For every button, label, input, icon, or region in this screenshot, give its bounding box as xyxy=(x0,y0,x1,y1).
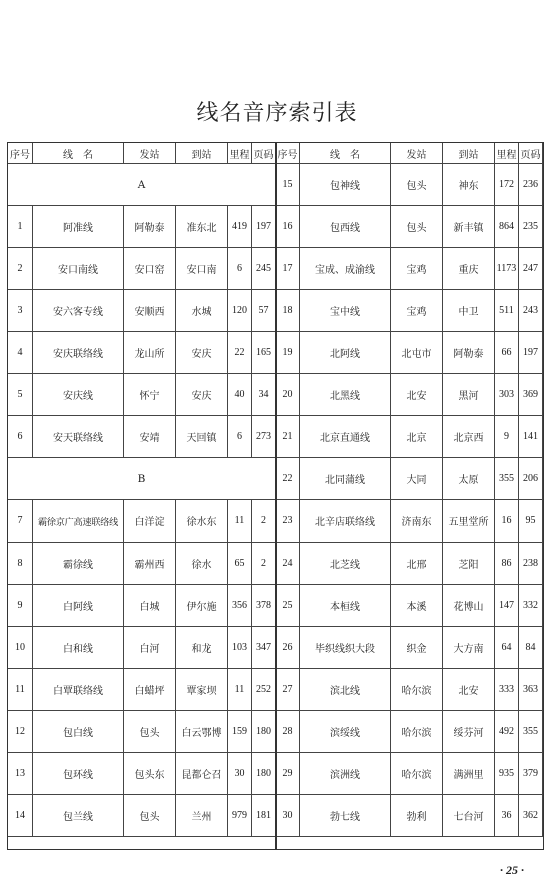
table-cell-page: 378 xyxy=(252,585,276,627)
header-col-from: 发站 xyxy=(391,143,443,164)
table-cell-to: 芝阳 xyxy=(443,543,495,585)
table-cell-name: 安庆线 xyxy=(33,374,124,416)
table-cell-no: 21 xyxy=(276,416,300,458)
table-cell-from: 本溪 xyxy=(391,585,443,627)
table-cell-page: 141 xyxy=(519,416,543,458)
table-cell-name: 北黑线 xyxy=(300,374,391,416)
table-cell-page: 238 xyxy=(519,543,543,585)
header-col-km: 里程 xyxy=(495,143,519,164)
table-cell-km: 864 xyxy=(495,206,519,248)
table-cell-km: 147 xyxy=(495,585,519,627)
table-cell-km: 159 xyxy=(228,711,252,753)
table-cell-page: 369 xyxy=(519,374,543,416)
table-cell-name: 包神线 xyxy=(300,164,391,206)
table-cell-to: 白云鄂博 xyxy=(176,711,228,753)
table-cell-no: 27 xyxy=(276,669,300,711)
table-cell-name: 安口南线 xyxy=(33,248,124,290)
table-cell-km: 1173 xyxy=(495,248,519,290)
table-cell-from: 北京 xyxy=(391,416,443,458)
table-cell-km: 103 xyxy=(228,627,252,669)
header-col-km: 里程 xyxy=(228,143,252,164)
table-cell-page: 84 xyxy=(519,627,543,669)
header-col-to: 到站 xyxy=(176,143,228,164)
table-cell-km: 16 xyxy=(495,500,519,542)
table-cell-no: 9 xyxy=(8,585,33,627)
table-cell-page: 2 xyxy=(252,543,276,585)
table-cell-page: 197 xyxy=(252,206,276,248)
table-cell-km: 935 xyxy=(495,753,519,795)
table-cell-from: 织金 xyxy=(391,627,443,669)
table-cell-name: 宝中线 xyxy=(300,290,391,332)
header-col-page: 页码 xyxy=(252,143,276,164)
table-cell-from: 白城 xyxy=(124,585,176,627)
table-cell-km: 511 xyxy=(495,290,519,332)
table-cell-name: 安天联络线 xyxy=(33,416,124,458)
table-cell-page: 197 xyxy=(519,332,543,374)
table-cell-name: 宝成、成渝线 xyxy=(300,248,391,290)
table-cell-name: 北同蒲线 xyxy=(300,458,391,500)
table-cell-page: 245 xyxy=(252,248,276,290)
table-cell-from: 包头 xyxy=(391,206,443,248)
table-cell-from: 阿勒泰 xyxy=(124,206,176,248)
table-cell-km: 40 xyxy=(228,374,252,416)
table-cell-no: 14 xyxy=(8,795,33,837)
table-cell-page: 273 xyxy=(252,416,276,458)
table-cell-km: 36 xyxy=(495,795,519,837)
table-cell-to: 五里堂所 xyxy=(443,500,495,542)
table-cell-page: 34 xyxy=(252,374,276,416)
table-cell-from: 包头 xyxy=(124,795,176,837)
table-cell-to: 和龙 xyxy=(176,627,228,669)
table-cell-km: 979 xyxy=(228,795,252,837)
table-cell-name: 北辛店联络线 xyxy=(300,500,391,542)
table-cell-to: 北京西 xyxy=(443,416,495,458)
table-cell-from: 安顺西 xyxy=(124,290,176,332)
header-col-no: 序号 xyxy=(276,143,300,164)
table-cell-page: 165 xyxy=(252,332,276,374)
header-col-name: 线 名 xyxy=(33,143,124,164)
table-cell-to: 准东北 xyxy=(176,206,228,248)
header-col-name: 线 名 xyxy=(300,143,391,164)
table-cell-from: 白河 xyxy=(124,627,176,669)
table-cell-page: 235 xyxy=(519,206,543,248)
table-cell-to: 大方南 xyxy=(443,627,495,669)
table-cell-from: 哈尔滨 xyxy=(391,753,443,795)
table-cell-no: 23 xyxy=(276,500,300,542)
table-cell-km: 303 xyxy=(495,374,519,416)
table-cell-no: 5 xyxy=(8,374,33,416)
table-cell-name: 毕织线织大段 xyxy=(300,627,391,669)
table-cell-to: 徐水东 xyxy=(176,500,228,542)
table-cell-name: 北阿线 xyxy=(300,332,391,374)
table-cell-name: 北芝线 xyxy=(300,543,391,585)
table-cell-name: 霸徐线 xyxy=(33,543,124,585)
table-cell-km: 30 xyxy=(228,753,252,795)
table-cell-page: 252 xyxy=(252,669,276,711)
table-cell-no: 2 xyxy=(8,248,33,290)
table-cell-to: 天回镇 xyxy=(176,416,228,458)
table-cell-no: 10 xyxy=(8,627,33,669)
table-cell-name: 勃七线 xyxy=(300,795,391,837)
center-divider xyxy=(275,143,277,849)
table-cell-km: 333 xyxy=(495,669,519,711)
table-cell-name: 包白线 xyxy=(33,711,124,753)
table-cell-km: 6 xyxy=(228,416,252,458)
table-cell-to: 安庆 xyxy=(176,374,228,416)
table-cell-no: 19 xyxy=(276,332,300,374)
table-cell-name: 滨洲线 xyxy=(300,753,391,795)
table-cell-no: 17 xyxy=(276,248,300,290)
line-index-table xyxy=(7,142,544,850)
table-cell-page: 332 xyxy=(519,585,543,627)
table-cell-km: 11 xyxy=(228,669,252,711)
table-cell-to: 徐水 xyxy=(176,543,228,585)
table-cell-from: 哈尔滨 xyxy=(391,711,443,753)
table-cell-page: 2 xyxy=(252,500,276,542)
table-cell-km: 6 xyxy=(228,248,252,290)
table-cell-name: 白覃联络线 xyxy=(33,669,124,711)
table-cell-no: 11 xyxy=(8,669,33,711)
header-col-page: 页码 xyxy=(519,143,543,164)
table-cell-page: 347 xyxy=(252,627,276,669)
table-cell-from: 霸州西 xyxy=(124,543,176,585)
table-cell-to: 阿勒泰 xyxy=(443,332,495,374)
table-cell-name: 安六客专线 xyxy=(33,290,124,332)
table-cell-to: 满洲里 xyxy=(443,753,495,795)
table-cell-no: 12 xyxy=(8,711,33,753)
section-header-b: B xyxy=(8,458,276,500)
table-cell-page: 243 xyxy=(519,290,543,332)
table-cell-to: 水城 xyxy=(176,290,228,332)
page-title: 线名音序索引表 xyxy=(196,101,358,126)
table-cell-page: 57 xyxy=(252,290,276,332)
table-cell-no: 8 xyxy=(8,543,33,585)
table-cell-no: 20 xyxy=(276,374,300,416)
table-cell-page: 206 xyxy=(519,458,543,500)
table-cell-name: 滨北线 xyxy=(300,669,391,711)
table-cell-name: 包环线 xyxy=(33,753,124,795)
table-cell-from: 哈尔滨 xyxy=(391,669,443,711)
table-cell-km: 9 xyxy=(495,416,519,458)
table-cell-from: 龙山所 xyxy=(124,332,176,374)
table-cell-from: 宝鸡 xyxy=(391,248,443,290)
table-cell-to: 中卫 xyxy=(443,290,495,332)
table-cell-name: 包西线 xyxy=(300,206,391,248)
table-cell-name: 霸徐京广高速联络线 xyxy=(33,500,124,542)
table-cell-no: 15 xyxy=(276,164,300,206)
table-cell-name: 白和线 xyxy=(33,627,124,669)
table-cell-page: 362 xyxy=(519,795,543,837)
table-cell-page: 236 xyxy=(519,164,543,206)
table-cell-km: 492 xyxy=(495,711,519,753)
table-cell-no: 29 xyxy=(276,753,300,795)
table-cell-from: 白蜡坪 xyxy=(124,669,176,711)
table-cell-to: 黑河 xyxy=(443,374,495,416)
table-cell-to: 重庆 xyxy=(443,248,495,290)
table-cell-to: 兰州 xyxy=(176,795,228,837)
table-cell-no: 3 xyxy=(8,290,33,332)
table-cell-to: 覃家坝 xyxy=(176,669,228,711)
table-cell-km: 172 xyxy=(495,164,519,206)
table-cell-no: 30 xyxy=(276,795,300,837)
table-cell-km: 11 xyxy=(228,500,252,542)
table-cell-to: 七台河 xyxy=(443,795,495,837)
header-col-from: 发站 xyxy=(124,143,176,164)
table-cell-km: 22 xyxy=(228,332,252,374)
table-cell-page: 95 xyxy=(519,500,543,542)
table-cell-no: 24 xyxy=(276,543,300,585)
header-col-to: 到站 xyxy=(443,143,495,164)
table-cell-to: 花博山 xyxy=(443,585,495,627)
table-cell-name: 滨绥线 xyxy=(300,711,391,753)
table-cell-km: 355 xyxy=(495,458,519,500)
table-cell-km: 356 xyxy=(228,585,252,627)
table-cell-from: 大同 xyxy=(391,458,443,500)
table-cell-name: 安庆联络线 xyxy=(33,332,124,374)
table-cell-page: 180 xyxy=(252,753,276,795)
table-cell-to: 北安 xyxy=(443,669,495,711)
table-cell-name: 阿准线 xyxy=(33,206,124,248)
table-cell-page: 180 xyxy=(252,711,276,753)
table-cell-page: 363 xyxy=(519,669,543,711)
table-cell-to: 伊尔施 xyxy=(176,585,228,627)
table-cell-no: 13 xyxy=(8,753,33,795)
table-cell-from: 包头东 xyxy=(124,753,176,795)
table-cell-from: 包头 xyxy=(391,164,443,206)
table-cell-no: 25 xyxy=(276,585,300,627)
table-cell-no: 4 xyxy=(8,332,33,374)
table-cell-no: 28 xyxy=(276,711,300,753)
table-cell-to: 太原 xyxy=(443,458,495,500)
table-cell-no: 6 xyxy=(8,416,33,458)
table-cell-from: 北安 xyxy=(391,374,443,416)
header-col-no: 序号 xyxy=(8,143,33,164)
table-cell-to: 神东 xyxy=(443,164,495,206)
table-cell-from: 包头 xyxy=(124,711,176,753)
table-cell-km: 65 xyxy=(228,543,252,585)
table-cell-name: 北京直通线 xyxy=(300,416,391,458)
page-number: · 25 · xyxy=(500,863,524,877)
table-cell-page: 379 xyxy=(519,753,543,795)
table-cell-name: 白阿线 xyxy=(33,585,124,627)
table-cell-from: 安口窑 xyxy=(124,248,176,290)
table-cell-page: 247 xyxy=(519,248,543,290)
table-cell-no: 7 xyxy=(8,500,33,542)
table-cell-km: 66 xyxy=(495,332,519,374)
table-cell-km: 419 xyxy=(228,206,252,248)
table-cell-from: 北屯市 xyxy=(391,332,443,374)
table-cell-from: 济南东 xyxy=(391,500,443,542)
table-cell-from: 白洋淀 xyxy=(124,500,176,542)
table-cell-to: 昆都仑召 xyxy=(176,753,228,795)
table-cell-name: 本桓线 xyxy=(300,585,391,627)
table-cell-no: 22 xyxy=(276,458,300,500)
table-cell-page: 355 xyxy=(519,711,543,753)
table-cell-no: 18 xyxy=(276,290,300,332)
table-cell-no: 1 xyxy=(8,206,33,248)
table-cell-to: 新丰镇 xyxy=(443,206,495,248)
table-cell-from: 北邢 xyxy=(391,543,443,585)
table-cell-km: 64 xyxy=(495,627,519,669)
table-cell-from: 宝鸡 xyxy=(391,290,443,332)
table-cell-from: 勃利 xyxy=(391,795,443,837)
table-cell-no: 26 xyxy=(276,627,300,669)
table-cell-from: 安靖 xyxy=(124,416,176,458)
table-cell-to: 绥芬河 xyxy=(443,711,495,753)
table-cell-to: 安庆 xyxy=(176,332,228,374)
section-header-a: A xyxy=(8,164,276,206)
table-cell-name: 包兰线 xyxy=(33,795,124,837)
table-cell-no: 16 xyxy=(276,206,300,248)
table-cell-page: 181 xyxy=(252,795,276,837)
table-cell-from: 怀宁 xyxy=(124,374,176,416)
table-cell-km: 120 xyxy=(228,290,252,332)
table-cell-km: 86 xyxy=(495,543,519,585)
table-cell-to: 安口南 xyxy=(176,248,228,290)
